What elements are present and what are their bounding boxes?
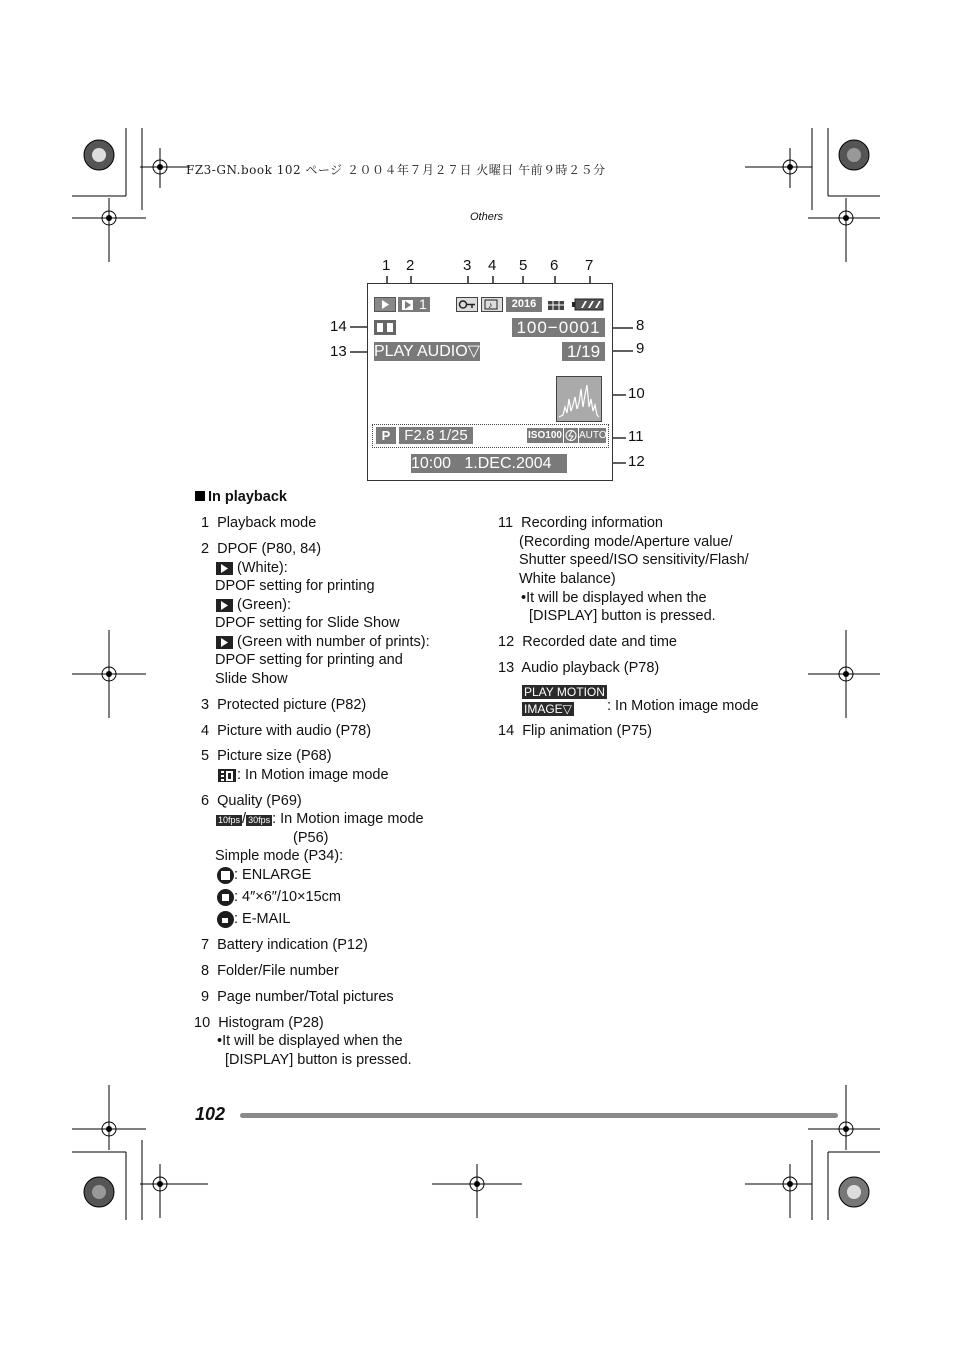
dpof-green-num-desc2: Slide Show xyxy=(215,671,288,687)
callout-5: 5 xyxy=(519,257,528,274)
list-item: 12 Recorded date and time xyxy=(498,634,677,650)
quality-simple: Simple mode (P34): xyxy=(215,848,344,864)
audio-icon xyxy=(481,297,503,312)
svg-text:♪: ♪ xyxy=(488,300,493,310)
dpof-green-number-icon xyxy=(216,636,233,649)
flash-icon xyxy=(564,428,578,443)
list-item: 13 Audio playback (P78) xyxy=(498,660,660,676)
dpof-white: (White): xyxy=(216,559,288,578)
lcd-screen xyxy=(367,283,613,481)
list-item: 10 Histogram (P28) xyxy=(194,1015,324,1031)
callout-2: 2 xyxy=(406,257,415,274)
list-item: 7 Battery indication (P12) xyxy=(201,937,368,953)
histogram xyxy=(556,376,602,422)
list-item: 4 Picture with audio (P78) xyxy=(201,723,372,739)
dpof-green-num: (Green with number of prints): xyxy=(216,633,430,652)
rec-info-line2: Shutter speed/ISO sensitivity/Flash/ xyxy=(519,552,749,568)
list-item: 11 Recording information xyxy=(498,515,663,531)
image-text: IMAGE▽ xyxy=(524,702,572,716)
page-total-label: 1/19 xyxy=(562,342,605,361)
dpof-green-desc: DPOF setting for Slide Show xyxy=(215,615,400,631)
page-number: 102 xyxy=(195,1104,226,1124)
size-motion: : In Motion image mode xyxy=(217,766,389,785)
folder-file-number: 100−0001 xyxy=(512,318,605,337)
dpof-count: 1 xyxy=(419,296,427,312)
play-audio-label: PLAY AUDIO▽ xyxy=(374,343,480,360)
image-label xyxy=(522,700,574,718)
quality-4x6: : 4″×6″/10×15cm xyxy=(217,888,341,907)
list-item: 8 Folder/File number xyxy=(201,963,339,979)
callout-12: 12 xyxy=(628,453,645,470)
list-item: 2 DPOF (P80, 84) xyxy=(201,541,322,557)
callout-11: 11 xyxy=(628,428,644,445)
picture-size-label: 2016 xyxy=(506,297,542,312)
list-item: 1 Playback mode xyxy=(201,515,317,531)
dpof-icon xyxy=(398,297,430,312)
section-heading xyxy=(195,489,287,505)
dpof-green: (Green): xyxy=(216,596,291,615)
rec-info-note: •It will be displayed when the xyxy=(521,590,707,606)
callout-9: 9 xyxy=(636,340,645,357)
playback-mode-icon xyxy=(374,297,396,312)
callout-4: 4 xyxy=(488,257,497,274)
rec-info-line1: (Recording mode/Aperture value/ xyxy=(519,534,733,550)
list-item: 14 Flip animation (P75) xyxy=(498,723,652,739)
recording-mode-icon: P xyxy=(376,427,396,444)
play-motion-label xyxy=(522,683,607,701)
dpof-white-icon xyxy=(216,562,233,575)
quality-motion-page: (P56) xyxy=(293,830,329,846)
aperture-shutter: F2.8 1/25 xyxy=(399,427,473,444)
callout-14: 14 xyxy=(330,318,347,335)
protect-icon xyxy=(456,297,478,312)
motion-size-icon xyxy=(217,768,237,783)
play-motion-text: PLAY MOTION xyxy=(524,685,605,699)
list-item: 5 Picture size (P68) xyxy=(201,748,332,764)
quality-motion: 10fps / 30fps : In Motion image mode xyxy=(218,811,424,827)
size-4x6-icon xyxy=(217,889,234,906)
white-balance-label: AUTO xyxy=(579,430,607,441)
print-header: FZ3-GN.book 102 ページ ２００４年７月２７日 火曜日 午前９時２５分 xyxy=(186,163,606,177)
footer-rule xyxy=(240,1113,838,1118)
iso-label: ISO100 xyxy=(528,430,562,441)
section-label: Others xyxy=(470,211,504,223)
dpof-green-icon xyxy=(216,599,233,612)
heading-text: In playback xyxy=(208,489,287,505)
enlarge-icon xyxy=(217,867,234,884)
fps10-icon: 10fps xyxy=(218,815,241,825)
callout-6: 6 xyxy=(550,257,559,274)
fps30-icon: 30fps xyxy=(248,815,271,825)
lcd-diagram xyxy=(330,255,660,485)
histogram-note: •It will be displayed when the xyxy=(217,1033,403,1049)
recording-info xyxy=(372,424,609,448)
battery-icon xyxy=(572,297,605,312)
dpof-green-num-desc: DPOF setting for printing and xyxy=(215,652,403,668)
dpof-white-desc: DPOF setting for printing xyxy=(215,578,375,594)
quality-email: : E-MAIL xyxy=(217,910,290,929)
rec-info-line3: White balance) xyxy=(519,571,616,587)
email-icon xyxy=(217,911,234,928)
quality-enlarge: : ENLARGE xyxy=(217,866,311,885)
callout-8: 8 xyxy=(636,317,645,334)
rec-info-note2: [DISPLAY] button is pressed. xyxy=(529,608,716,624)
heading-square-icon xyxy=(195,491,205,501)
callout-7: 7 xyxy=(585,257,594,274)
callout-1: 1 xyxy=(382,257,391,274)
callout-13: 13 xyxy=(330,343,347,360)
histogram-note2: [DISPLAY] button is pressed. xyxy=(225,1052,412,1068)
flip-animation-icon xyxy=(374,320,396,335)
audio-motion-desc: : In Motion image mode xyxy=(607,698,759,714)
list-item: 3 Protected picture (P82) xyxy=(201,697,367,713)
callout-10: 10 xyxy=(628,385,645,402)
callout-3: 3 xyxy=(463,257,472,274)
list-item: 9 Page number/Total pictures xyxy=(201,989,394,1005)
date-time: 10:00 1.DEC.2004 xyxy=(411,454,567,473)
quality-icon xyxy=(546,297,566,312)
list-item: 6 Quality (P69) xyxy=(201,793,302,809)
